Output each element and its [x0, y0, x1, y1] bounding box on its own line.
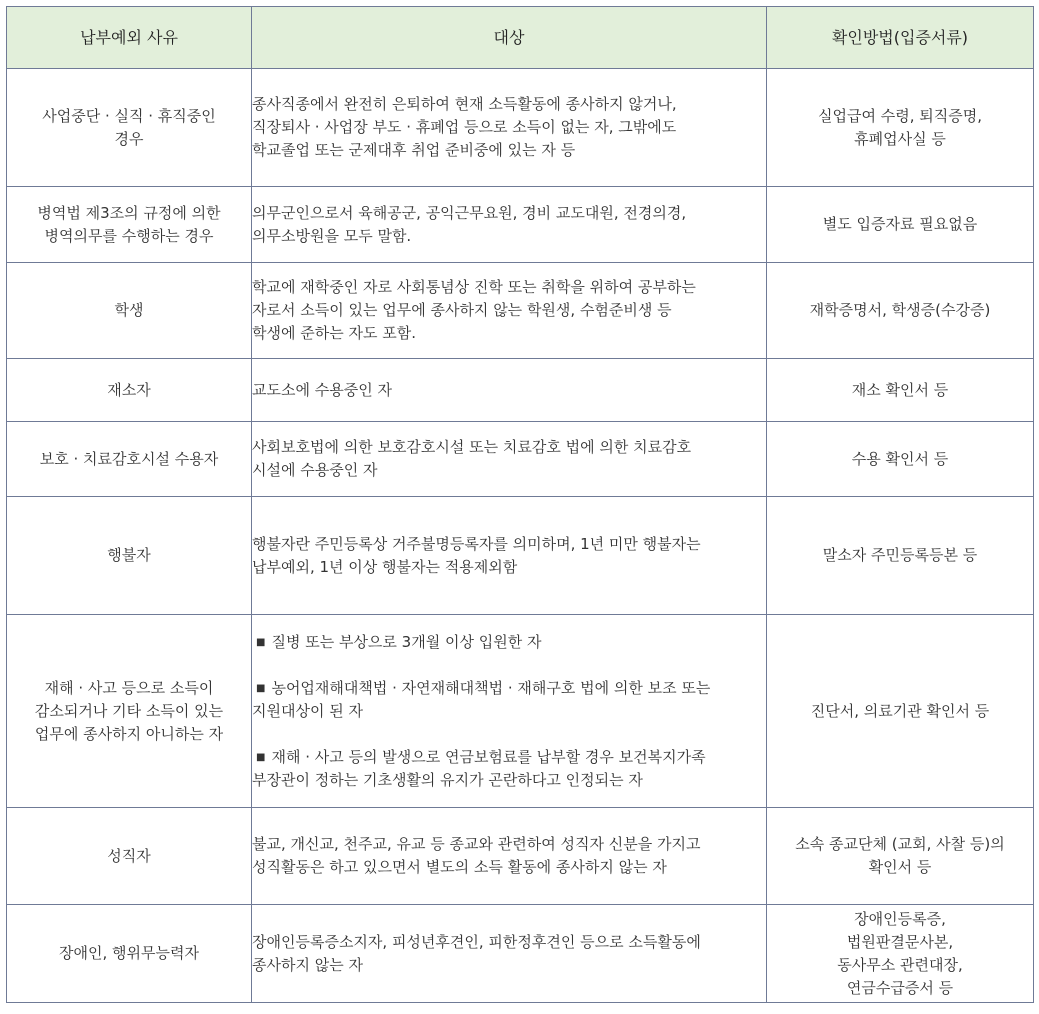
text-line: 지원대상이 된 자 — [252, 701, 363, 720]
table-row — [7, 187, 1034, 263]
target-cell — [252, 263, 767, 359]
text-line: 동사무소 관련대장, — [837, 955, 963, 974]
reason-cell — [7, 497, 252, 615]
target-paragraph — [252, 833, 766, 879]
text-line: 장애인등록증, — [854, 909, 946, 928]
square-bullet-icon: ■ — [256, 751, 266, 763]
text-line: 성직자 — [107, 846, 151, 865]
target-paragraph — [252, 93, 766, 162]
text-line: 납부예외, 1년 이상 행불자는 적용제외함 — [252, 557, 518, 576]
text-line: 질병 또는 부상으로 3개월 이상 입원한 자 — [271, 632, 542, 651]
proof-document-cell — [767, 69, 1034, 187]
text-line: 종사직종에서 완전히 은퇴하여 현재 소득활동에 종사하지 않거나, — [252, 95, 677, 113]
text-line: 시설에 수용중인 자 — [252, 461, 378, 479]
table-row — [7, 359, 1034, 422]
target-cell — [252, 497, 767, 615]
proof-document-cell — [767, 263, 1034, 359]
text-line: 학교졸업 또는 군제대후 취업 준비중에 있는 자 등 — [252, 141, 576, 159]
text-line: 행불자 — [107, 546, 151, 564]
proof-document-cell — [767, 187, 1034, 263]
target-paragraph — [252, 276, 766, 345]
text-line: 소속 종교단체 (교회, 사찰 등)의 — [795, 835, 1005, 853]
table-row — [7, 615, 1034, 808]
text-line: 휴폐업사실 등 — [854, 129, 946, 148]
reason-cell — [7, 808, 252, 905]
table-row — [7, 905, 1034, 1003]
text-line: 성직활동은 하고 있으면서 별도의 소득 활동에 종사하지 않는 자 — [252, 858, 667, 876]
text-line: 자로서 소득이 있는 업무에 종사하지 않는 학원생, 수험준비생 등 — [252, 301, 672, 319]
target-cell — [252, 905, 767, 1003]
target-cell — [252, 69, 767, 187]
text-line: 학교에 재학중인 자로 사회통념상 진학 또는 취학을 위하여 공부하는 — [252, 278, 696, 296]
target-cell — [252, 187, 767, 263]
text-line: 학생에 준하는 자도 포함. — [252, 324, 416, 342]
text-line: 학생 — [114, 301, 144, 319]
bullet-item — [252, 677, 766, 723]
target-cell — [252, 359, 767, 422]
bullet-item — [252, 631, 766, 654]
text-line: 사회보호법에 의한 보호감호시설 또는 치료감호 법에 의한 치료감호 — [252, 438, 692, 456]
target-paragraph — [252, 202, 766, 248]
text-line: 경우 — [114, 129, 144, 148]
header-proof-documents: 확인방법(입증서류) — [767, 7, 1034, 69]
bullet-item — [252, 746, 766, 792]
table-body — [7, 69, 1034, 1003]
text-line: 행불자란 주민등록상 거주불명등록자를 의미하며, 1년 미만 행불자는 — [252, 534, 701, 553]
text-line: 재해 · 사고 등으로 소득이 — [44, 678, 214, 697]
reason-cell — [7, 905, 252, 1003]
header-row — [7, 7, 1034, 69]
text-line: 의무소방원을 모두 말함. — [252, 226, 412, 245]
text-line: 감소되거나 기타 소득이 있는 — [34, 701, 224, 720]
text-line: 진단서, 의료기관 확인서 등 — [810, 701, 990, 720]
proof-document-cell — [767, 497, 1034, 615]
target-paragraph — [252, 379, 766, 402]
square-bullet-icon: ■ — [256, 682, 266, 694]
table-row — [7, 422, 1034, 497]
target-cell — [252, 422, 767, 497]
text-line: 연금수급증서 등 — [846, 978, 954, 997]
reason-cell — [7, 615, 252, 808]
text-line: 부장관이 정하는 기초생활의 유지가 곤란하다고 인정되는 자 — [252, 770, 643, 789]
text-line: 교도소에 수용중인 자 — [252, 380, 392, 399]
target-paragraph — [252, 436, 766, 482]
text-line: 법원판결문사본, — [846, 932, 954, 951]
reason-cell — [7, 422, 252, 497]
text-line: 말소자 주민등록등본 등 — [822, 546, 978, 564]
text-line: 실업급여 수령, 퇴직증명, — [818, 106, 982, 125]
text-line: 별도 입증자료 필요없음 — [822, 215, 978, 233]
text-line: 사업중단 · 실직 · 휴직중인 — [42, 106, 216, 125]
table-row — [7, 263, 1034, 359]
text-line: 재소 확인서 등 — [851, 380, 949, 399]
exemption-table — [6, 6, 1034, 1003]
table-row — [7, 497, 1034, 615]
reason-cell — [7, 69, 252, 187]
reason-cell — [7, 187, 252, 263]
text-line: 농어업재해대책법 · 자연재해대책법 · 재해구호 법에 의한 보조 또는 — [271, 678, 711, 697]
text-line: 종사하지 않는 자 — [252, 955, 363, 974]
square-bullet-icon: ■ — [256, 636, 266, 648]
text-line: 재해 · 사고 등의 발생으로 연금보험료를 납부할 경우 보건복지가족 — [271, 747, 706, 766]
proof-document-cell — [767, 905, 1034, 1003]
proof-document-cell — [767, 615, 1034, 808]
text-line: 장애인등록증소지자, 피성년후견인, 피한정후견인 등으로 소득활동에 — [252, 932, 701, 951]
reason-cell — [7, 359, 252, 422]
proof-document-cell — [767, 808, 1034, 905]
target-cell — [252, 615, 767, 808]
table-row — [7, 808, 1034, 905]
text-line: 재소자 — [107, 380, 151, 399]
text-line: 의무군인으로서 육해공군, 공익근무요원, 경비 교도대원, 전경의경, — [252, 203, 687, 222]
text-line: 재학증명서, 학생증(수강증) — [809, 301, 991, 319]
text-line: 병역의무를 수행하는 경우 — [44, 226, 214, 245]
text-line: 수용 확인서 등 — [851, 449, 949, 468]
text-line: 업무에 종사하지 아니하는 자 — [34, 724, 224, 743]
text-line: 장애인, 행위무능력자 — [59, 944, 199, 962]
target-cell — [252, 808, 767, 905]
header-reason: 납부예외 사유 — [7, 7, 252, 69]
target-paragraph — [252, 533, 766, 579]
text-line: 병역법 제3조의 규정에 의한 — [37, 203, 221, 222]
target-paragraph — [252, 931, 766, 977]
text-line: 확인서 등 — [868, 858, 932, 876]
header-target: 대상 — [252, 7, 767, 69]
proof-document-cell — [767, 422, 1034, 497]
table-row — [7, 69, 1034, 187]
proof-document-cell — [767, 359, 1034, 422]
table-header — [7, 7, 1034, 69]
text-line: 불교, 개신교, 천주교, 유교 등 종교와 관련하여 성직자 신분을 가지고 — [252, 835, 701, 853]
text-line: 보호 · 치료감호시설 수용자 — [39, 449, 219, 468]
text-line: 직장퇴사 · 사업장 부도 · 휴폐업 등으로 소득이 없는 자, 그밖에도 — [252, 118, 677, 136]
reason-cell — [7, 263, 252, 359]
